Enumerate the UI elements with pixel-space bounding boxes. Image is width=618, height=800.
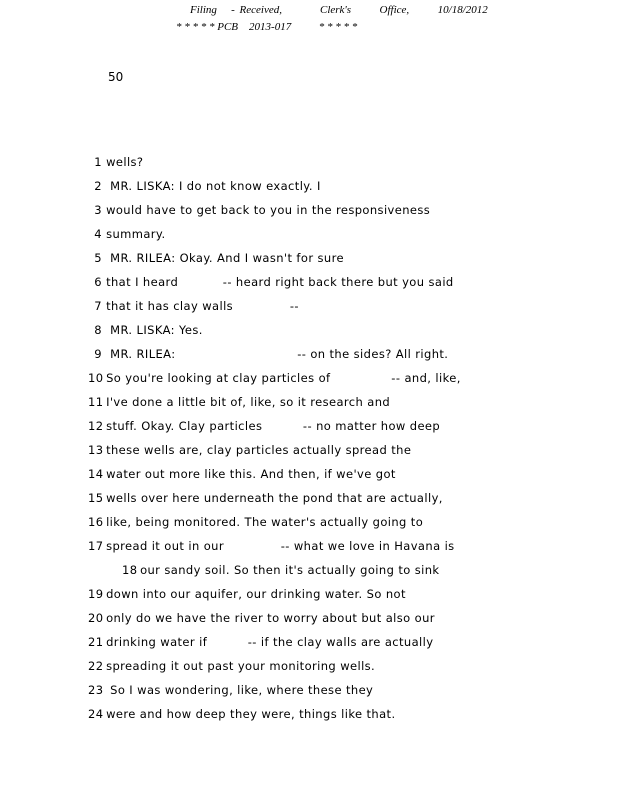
line-text: spread it out in our -- what we love in Havana is: [106, 539, 455, 553]
line-text: were and how deep they were, things like that.: [106, 707, 396, 721]
line-number: 21: [88, 635, 104, 649]
transcript-line: [88, 179, 608, 193]
transcript-line: [88, 323, 608, 337]
line-text: MR. RILEA: -- on the sides? All right.: [106, 347, 449, 361]
line-number: 20: [88, 611, 104, 625]
line-number: 16: [88, 515, 104, 529]
line-number: 4: [94, 227, 102, 241]
line-number: 1: [94, 155, 102, 169]
filing-header-line-1: Filing - Received, Clerk's Office, 10/18/2012: [190, 4, 488, 16]
line-text: spreading it out past your monitoring wells.: [106, 659, 376, 673]
line-text: wells?: [106, 155, 144, 169]
line-number: 17: [88, 539, 104, 553]
transcript-line: [88, 539, 608, 553]
filing-header-line-2: * * * * * PCB 2013-017 * * * * *: [176, 21, 358, 33]
line-text: I've done a little bit of, like, so it research and: [106, 395, 391, 409]
line-text: that it has clay walls --: [106, 299, 299, 313]
line-number: 12: [88, 419, 104, 433]
transcript-line: [88, 683, 608, 697]
line-text: MR. RILEA: Okay. And I wasn't for sure: [106, 251, 344, 265]
line-number: 19: [88, 587, 104, 601]
transcript-line: [88, 707, 608, 721]
line-text: So I was wondering, like, where these they: [106, 683, 374, 697]
line-number: 13: [88, 443, 104, 457]
transcript-line: [88, 227, 608, 241]
line-text: these wells are, clay particles actually spread the: [106, 443, 412, 457]
line-text: would have to get back to you in the responsiveness: [106, 203, 431, 217]
line-number: 8: [94, 323, 102, 337]
line-number: 22: [88, 659, 104, 673]
line-text: only do we have the river to worry about but also our: [106, 611, 435, 625]
line-number: 24: [88, 707, 104, 721]
transcript-line: [88, 635, 608, 649]
line-text: drinking water if -- if the clay walls are actually: [106, 635, 434, 649]
transcript-line: [122, 563, 618, 577]
transcript-line: [88, 251, 608, 265]
transcript-line: [88, 299, 608, 313]
line-text: water out more like this. And then, if we've got: [106, 467, 396, 481]
line-number: 9: [94, 347, 102, 361]
transcript-line: [88, 419, 608, 433]
line-text: wells over here underneath the pond that are actually,: [106, 491, 443, 505]
transcript-line: [88, 611, 608, 625]
transcript-line: [88, 515, 608, 529]
transcript-line: [88, 443, 608, 457]
transcript-line: [88, 155, 608, 169]
transcript-line: [88, 659, 608, 673]
line-number: 11: [88, 395, 104, 409]
transcript-line: [88, 395, 608, 409]
transcript-line: [88, 371, 608, 385]
transcript-line: [88, 587, 608, 601]
line-text: our sandy soil. So then it's actually going to sink: [140, 563, 440, 577]
transcript-line: [88, 203, 608, 217]
line-text: like, being monitored. The water's actually going to: [106, 515, 424, 529]
page-number: 50: [108, 70, 124, 84]
line-text: down into our aquifer, our drinking water. So not: [106, 587, 406, 601]
line-number: 3: [94, 203, 102, 217]
line-text: summary.: [106, 227, 166, 241]
line-number: 2: [94, 179, 102, 193]
line-text: stuff. Okay. Clay particles -- no matter how deep: [106, 419, 441, 433]
line-number: 18: [122, 563, 138, 577]
line-number: 5: [94, 251, 102, 265]
line-text: that I heard -- heard right back there but you said: [106, 275, 454, 289]
transcript-line: [88, 491, 608, 505]
transcript-line: [88, 347, 608, 361]
line-number: 6: [94, 275, 102, 289]
line-number: 23: [88, 683, 104, 697]
line-text: MR. LISKA: Yes.: [106, 323, 203, 337]
transcript-line: [88, 275, 608, 289]
line-number: 7: [94, 299, 102, 313]
line-text: So you're looking at clay particles of -- and, like,: [106, 371, 461, 385]
line-number: 10: [88, 371, 104, 385]
transcript-line: [88, 467, 608, 481]
line-text: MR. LISKA: I do not know exactly. I: [106, 179, 321, 193]
line-number: 15: [88, 491, 104, 505]
line-number: 14: [88, 467, 104, 481]
